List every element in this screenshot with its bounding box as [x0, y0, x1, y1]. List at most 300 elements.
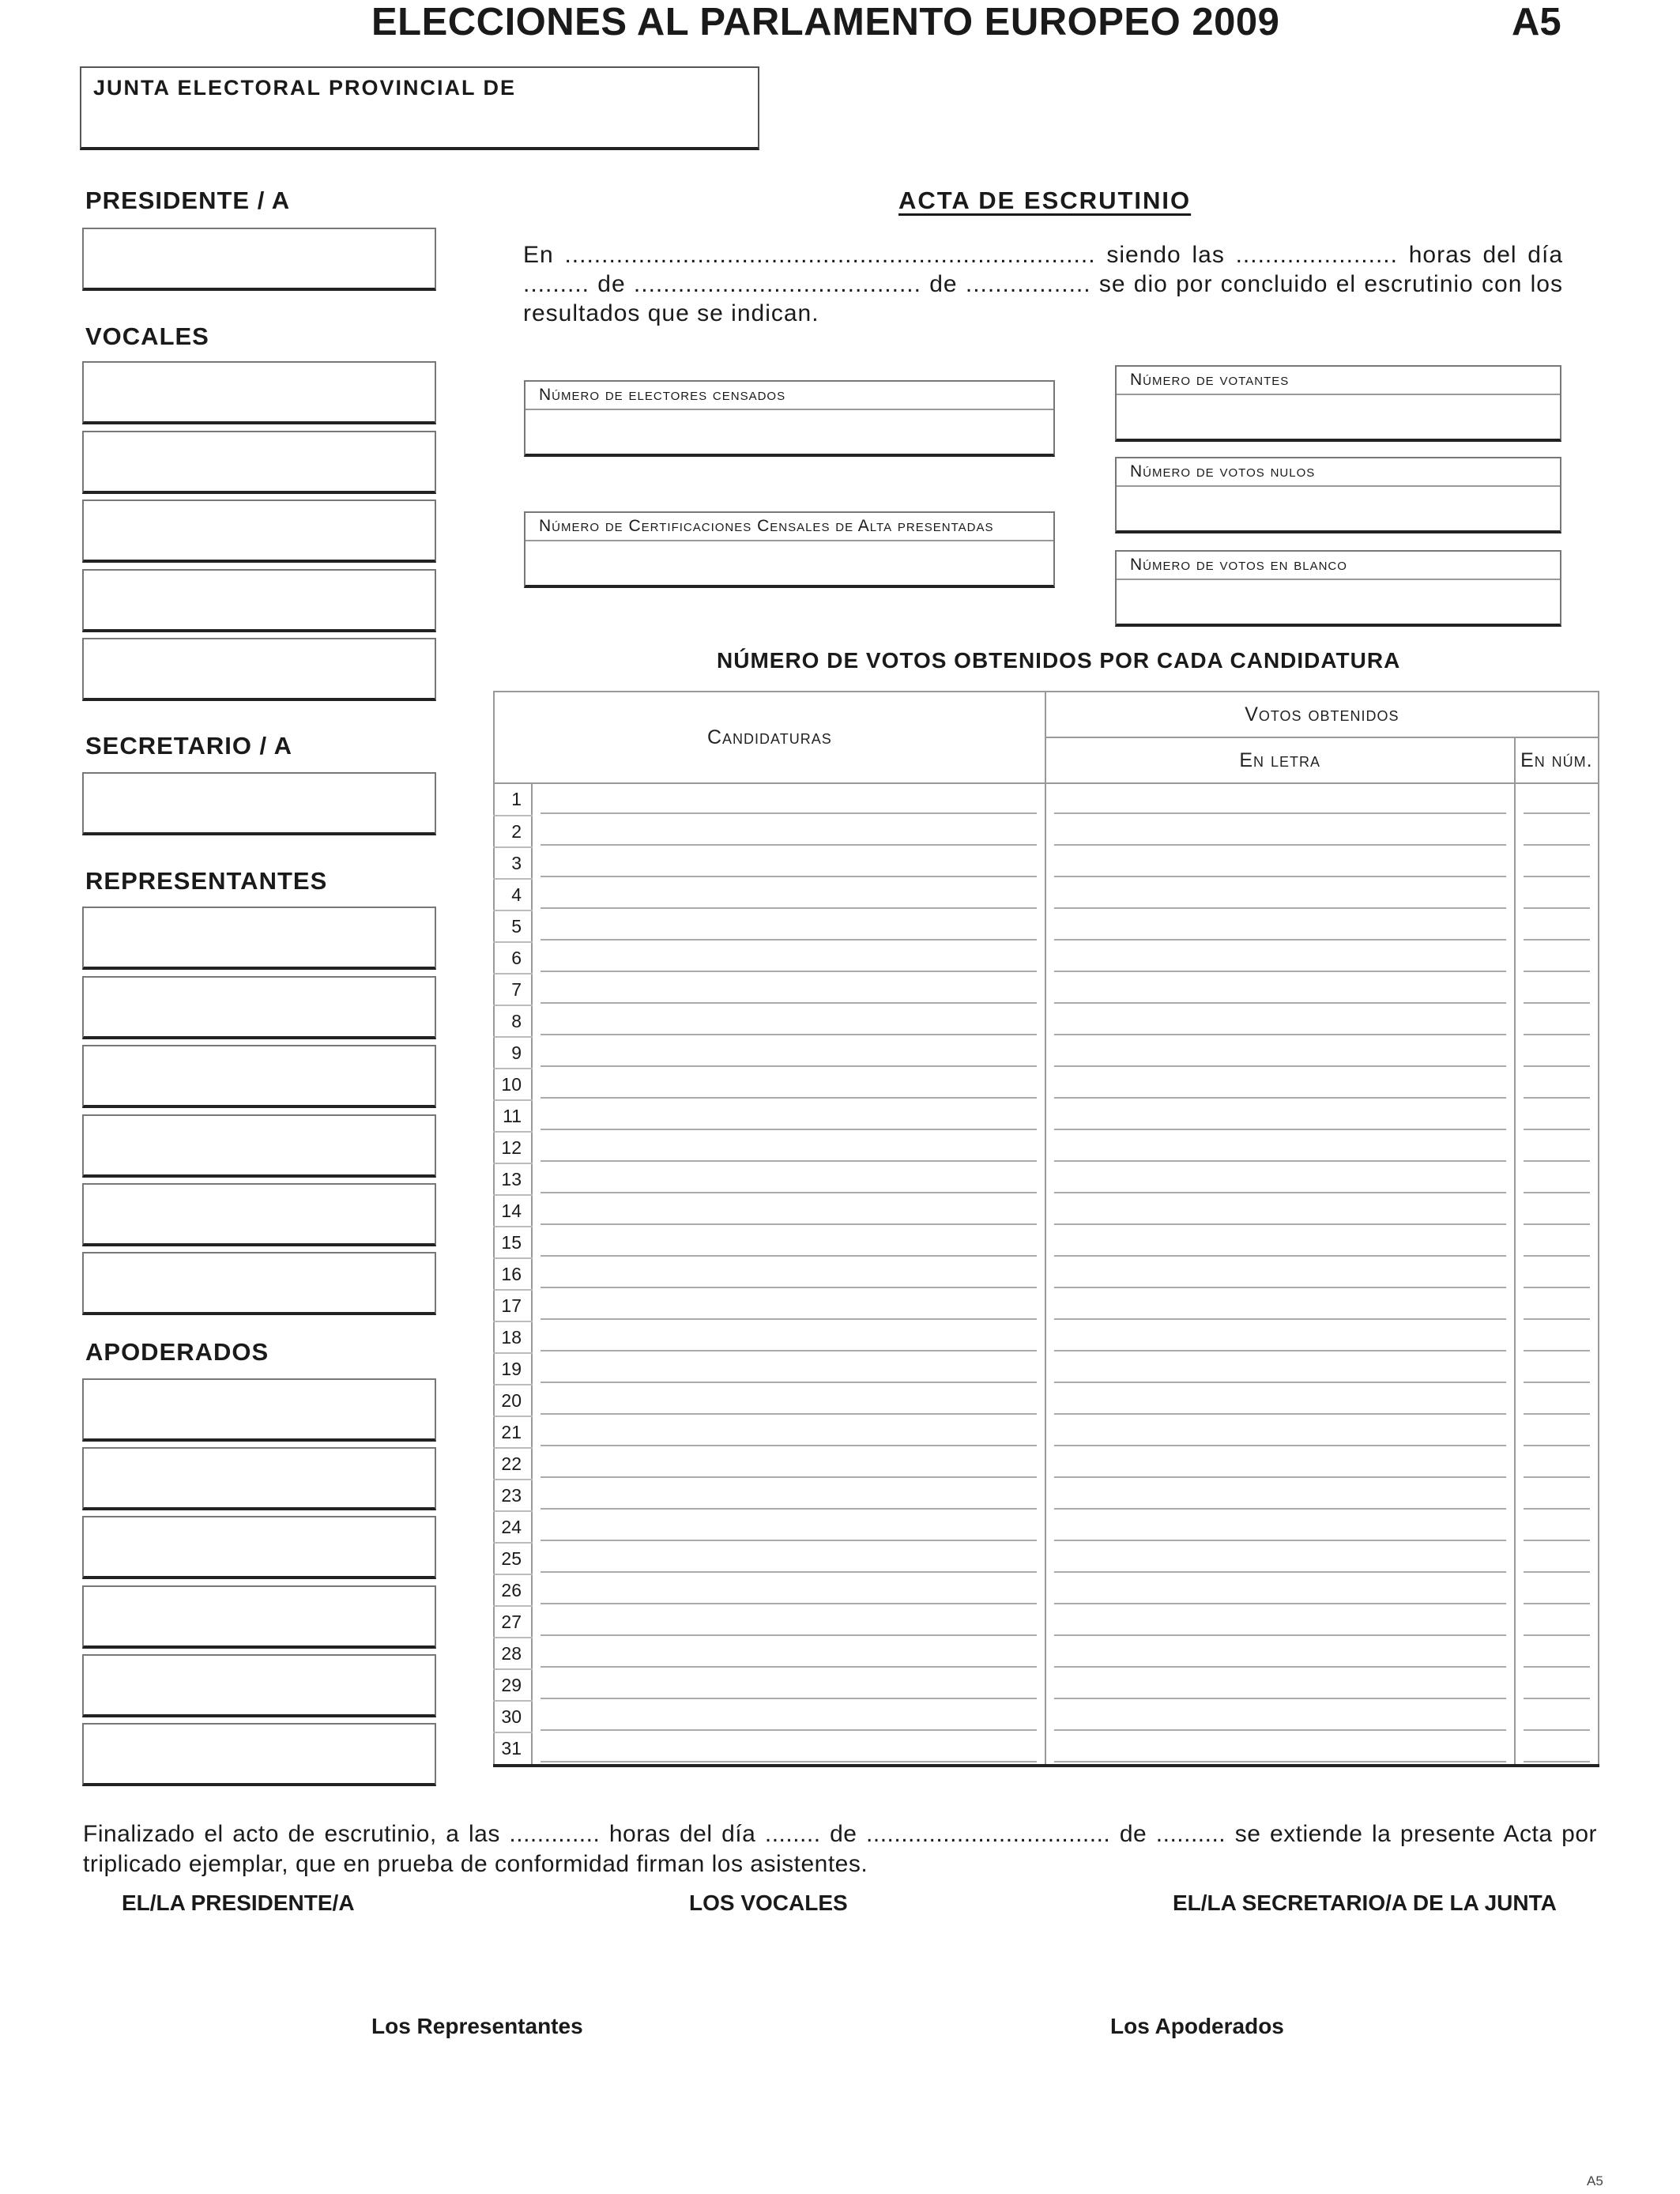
acta-title: ACTA DE ESCRUTINIO: [898, 187, 1192, 214]
table-row: [494, 974, 1599, 1005]
candidatura-cell[interactable]: [532, 910, 1045, 942]
writing-line: [1054, 1255, 1506, 1257]
candidatura-cell[interactable]: [532, 847, 1045, 879]
row-number: 23: [494, 1480, 532, 1511]
representante-field-4[interactable]: [82, 1114, 436, 1178]
writing-line: [541, 1382, 1037, 1383]
writing-line: [541, 1603, 1037, 1604]
table-row: [494, 1448, 1599, 1480]
en-num-cell[interactable]: [1515, 1100, 1599, 1132]
table-row: [494, 910, 1599, 942]
row-number: 29: [494, 1669, 532, 1701]
writing-line: [541, 1540, 1037, 1541]
table-row: [494, 942, 1599, 974]
writing-line: [541, 1034, 1037, 1035]
votantes-field[interactable]: [1115, 365, 1561, 442]
candidatura-cell[interactable]: [532, 816, 1045, 847]
writing-line: [1524, 1287, 1590, 1288]
row-number: 2: [494, 816, 532, 847]
row-number: 7: [494, 974, 532, 1005]
writing-line: [541, 1065, 1037, 1067]
row-number: 6: [494, 942, 532, 974]
en-letra-cell[interactable]: [1045, 1511, 1515, 1543]
writing-line: [1054, 1034, 1506, 1035]
table-row: [494, 1416, 1599, 1448]
writing-line: [1054, 1129, 1506, 1130]
candidatura-cell[interactable]: [532, 1353, 1045, 1385]
table-row: [494, 816, 1599, 847]
en-num-cell[interactable]: [1515, 1416, 1599, 1448]
vocal-field-1[interactable]: [82, 361, 436, 424]
writing-line: [1524, 907, 1590, 909]
en-num-cell[interactable]: [1515, 910, 1599, 942]
table-row: [494, 1163, 1599, 1195]
writing-line: [541, 1350, 1037, 1351]
closing-text: Finalizado el acto de escrutinio, a las ............. horas del día ........ de ................................... de .......... se extiende la presente Acta por triplicado ejemplar, que en prueba de conformidad firman los asistentes.: [83, 1821, 1597, 1877]
candidatura-cell[interactable]: [532, 1163, 1045, 1195]
votos-blanco-field[interactable]: [1115, 550, 1561, 627]
en-num-cell[interactable]: [1515, 1353, 1599, 1385]
row-number: 15: [494, 1227, 532, 1258]
writing-line: [541, 1223, 1037, 1225]
en-num-cell[interactable]: [1515, 816, 1599, 847]
writing-line: [1524, 1255, 1590, 1257]
candidatura-cell[interactable]: [532, 942, 1045, 974]
writing-line: [1524, 1603, 1590, 1604]
en-letra-cell[interactable]: [1045, 1638, 1515, 1669]
writing-line: [541, 1729, 1037, 1731]
candidatura-cell[interactable]: [532, 1543, 1045, 1574]
candidatura-cell[interactable]: [532, 1606, 1045, 1638]
row-number: 31: [494, 1732, 532, 1766]
en-letra-cell[interactable]: [1045, 1069, 1515, 1100]
row-number: 10: [494, 1069, 532, 1100]
writing-line: [541, 1160, 1037, 1162]
writing-line: [541, 1508, 1037, 1510]
writing-line: [1054, 1065, 1506, 1067]
en-letra-cell[interactable]: [1045, 974, 1515, 1005]
candidatura-cell[interactable]: [532, 1448, 1045, 1480]
writing-line: [1524, 1540, 1590, 1541]
writing-line: [1054, 907, 1506, 909]
writing-line: [1524, 1413, 1590, 1415]
en-num-cell[interactable]: [1515, 1258, 1599, 1290]
writing-line: [1524, 1634, 1590, 1636]
votes-table-heading: NÚMERO DE VOTOS OBTENIDOS POR CADA CANDIDATURA: [717, 648, 1401, 673]
writing-line: [1054, 1476, 1506, 1478]
candidatura-cell[interactable]: [532, 1037, 1045, 1069]
writing-line: [1524, 1508, 1590, 1510]
table-row: [494, 1480, 1599, 1511]
candidatura-cell[interactable]: [532, 1701, 1045, 1732]
en-letra-cell[interactable]: [1045, 1701, 1515, 1732]
en-num-cell[interactable]: [1515, 1227, 1599, 1258]
vocales-label: VOCALES: [85, 322, 209, 350]
writing-line: [1524, 1666, 1590, 1668]
vocal-field-3[interactable]: [82, 499, 436, 563]
candidatura-cell[interactable]: [532, 1416, 1045, 1448]
vocal-field-5[interactable]: [82, 638, 436, 701]
secretario-field[interactable]: [82, 772, 436, 835]
writing-line: [1054, 1382, 1506, 1383]
apoderado-field-3[interactable]: [82, 1516, 436, 1579]
row-number: 20: [494, 1385, 532, 1416]
candidatura-cell[interactable]: [532, 783, 1045, 816]
en-letra-cell[interactable]: [1045, 1037, 1515, 1069]
writing-line: [541, 1571, 1037, 1573]
en-letra-cell[interactable]: [1045, 816, 1515, 847]
en-num-cell[interactable]: [1515, 1574, 1599, 1606]
en-num-cell[interactable]: [1515, 1732, 1599, 1766]
secretario-label: SECRETARIO / A: [85, 732, 293, 760]
votos-nulos-label: Número de votos nulos: [1117, 458, 1560, 487]
en-letra-cell[interactable]: [1045, 1574, 1515, 1606]
candidatura-cell[interactable]: [532, 1638, 1045, 1669]
certificaciones-label: Número de Certificaciones Censales de Alta presentadas: [525, 513, 1053, 541]
en-num-cell[interactable]: [1515, 1005, 1599, 1037]
writing-line: [1524, 939, 1590, 941]
table-row: [494, 1227, 1599, 1258]
writing-line: [1054, 1192, 1506, 1193]
candidatura-cell[interactable]: [532, 1227, 1045, 1258]
candidatura-cell[interactable]: [532, 1321, 1045, 1353]
table-row: [494, 1195, 1599, 1227]
representante-field-3[interactable]: [82, 1045, 436, 1108]
col-candidaturas: Candidaturas: [494, 692, 1045, 783]
en-letra-cell[interactable]: [1045, 1290, 1515, 1321]
votes-table: [493, 691, 1599, 1767]
writing-line: [541, 1318, 1037, 1320]
acta-text: En ........................................................................ siendo las ...................... horas del día ......... de ....................................... de ................. se dio por concluido el escrutinio con los resultados que se indican.: [523, 242, 1563, 326]
col-votos-obtenidos: Votos obtenidos: [1045, 692, 1599, 737]
table-row: [494, 1701, 1599, 1732]
candidatura-cell[interactable]: [532, 1005, 1045, 1037]
row-number: 13: [494, 1163, 532, 1195]
candidatura-cell[interactable]: [532, 1100, 1045, 1132]
en-letra-cell[interactable]: [1045, 942, 1515, 974]
writing-line: [1054, 1318, 1506, 1320]
table-row: [494, 783, 1599, 816]
en-letra-cell[interactable]: [1045, 1227, 1515, 1258]
votantes-label: Número de votantes: [1117, 367, 1560, 395]
en-num-cell[interactable]: [1515, 1480, 1599, 1511]
row-number: 18: [494, 1321, 532, 1353]
row-number: 25: [494, 1543, 532, 1574]
en-num-cell[interactable]: [1515, 1321, 1599, 1353]
vocal-field-4[interactable]: [82, 569, 436, 632]
row-number: 11: [494, 1100, 532, 1132]
writing-line: [1054, 1160, 1506, 1162]
en-num-cell[interactable]: [1515, 1638, 1599, 1669]
writing-line: [1054, 1571, 1506, 1573]
row-number: 28: [494, 1638, 532, 1669]
writing-line: [541, 812, 1037, 814]
en-num-cell[interactable]: [1515, 1195, 1599, 1227]
candidatura-cell[interactable]: [532, 879, 1045, 910]
en-num-cell[interactable]: [1515, 1606, 1599, 1638]
apoderado-field-6[interactable]: [82, 1723, 436, 1786]
writing-line: [1524, 1761, 1590, 1762]
writing-line: [1054, 1445, 1506, 1446]
sign-representantes-label: Los Representantes: [371, 2014, 583, 2038]
writing-line: [541, 1097, 1037, 1099]
en-letra-cell[interactable]: [1045, 847, 1515, 879]
writing-line: [1524, 1065, 1590, 1067]
en-letra-cell[interactable]: [1045, 1606, 1515, 1638]
en-letra-cell[interactable]: [1045, 1416, 1515, 1448]
en-letra-cell[interactable]: [1045, 1005, 1515, 1037]
writing-line: [1054, 1508, 1506, 1510]
row-number: 26: [494, 1574, 532, 1606]
writing-line: [1054, 939, 1506, 941]
table-row: [494, 1385, 1599, 1416]
writing-line: [1054, 1634, 1506, 1636]
writing-line: [1524, 1445, 1590, 1446]
en-letra-cell[interactable]: [1045, 1321, 1515, 1353]
representante-field-6[interactable]: [82, 1252, 436, 1315]
en-num-cell[interactable]: [1515, 1701, 1599, 1732]
representante-field-5[interactable]: [82, 1183, 436, 1246]
writing-line: [541, 876, 1037, 877]
votos-nulos-field[interactable]: [1115, 457, 1561, 533]
en-num-cell[interactable]: [1515, 1132, 1599, 1163]
writing-line: [1524, 1223, 1590, 1225]
row-number: 4: [494, 879, 532, 910]
row-number: 3: [494, 847, 532, 879]
writing-line: [541, 1476, 1037, 1478]
writing-line: [541, 1634, 1037, 1636]
en-num-cell[interactable]: [1515, 879, 1599, 910]
writing-line: [1524, 1729, 1590, 1731]
en-num-cell[interactable]: [1515, 783, 1599, 816]
en-letra-cell[interactable]: [1045, 1732, 1515, 1766]
row-number: 8: [494, 1005, 532, 1037]
candidatura-cell[interactable]: [532, 1480, 1045, 1511]
writing-line: [541, 1666, 1037, 1668]
writing-line: [1524, 1097, 1590, 1099]
writing-line: [541, 1761, 1037, 1762]
writing-line: [1054, 1223, 1506, 1225]
sign-apoderados-label: Los Apoderados: [1110, 2014, 1284, 2038]
table-row: [494, 1005, 1599, 1037]
writing-line: [1524, 1318, 1590, 1320]
row-number: 24: [494, 1511, 532, 1543]
writing-line: [1524, 971, 1590, 972]
writing-line: [1054, 1666, 1506, 1668]
writing-line: [1054, 1287, 1506, 1288]
en-letra-cell[interactable]: [1045, 1163, 1515, 1195]
row-number: 12: [494, 1132, 532, 1163]
en-num-cell[interactable]: [1515, 1511, 1599, 1543]
writing-line: [1524, 1476, 1590, 1478]
junta-electoral-label: JUNTA ELECTORAL PROVINCIAL DE: [93, 76, 517, 100]
candidatura-cell[interactable]: [532, 1574, 1045, 1606]
presidente-label: PRESIDENTE / A: [85, 187, 291, 214]
en-letra-cell[interactable]: [1045, 879, 1515, 910]
writing-line: [1524, 1698, 1590, 1699]
table-row: [494, 1290, 1599, 1321]
writing-line: [1054, 812, 1506, 814]
col-en-num: En núm.: [1515, 737, 1599, 783]
writing-line: [1524, 812, 1590, 814]
row-number: 22: [494, 1448, 532, 1480]
writing-line: [1054, 1413, 1506, 1415]
table-row: [494, 1574, 1599, 1606]
en-letra-cell[interactable]: [1045, 1258, 1515, 1290]
table-row: [494, 1606, 1599, 1638]
candidatura-cell[interactable]: [532, 1290, 1045, 1321]
en-num-cell[interactable]: [1515, 1543, 1599, 1574]
candidatura-cell[interactable]: [532, 1195, 1045, 1227]
table-row: [494, 1543, 1599, 1574]
row-number: 19: [494, 1353, 532, 1385]
table-row: [494, 1511, 1599, 1543]
en-letra-cell[interactable]: [1045, 783, 1515, 816]
writing-line: [1524, 1160, 1590, 1162]
vocal-field-2[interactable]: [82, 431, 436, 494]
en-num-cell[interactable]: [1515, 1385, 1599, 1416]
writing-line: [1054, 971, 1506, 972]
row-number: 30: [494, 1701, 532, 1732]
table-row: [494, 1258, 1599, 1290]
writing-line: [541, 1129, 1037, 1130]
candidatura-cell[interactable]: [532, 1132, 1045, 1163]
certificaciones-field[interactable]: [524, 511, 1055, 588]
footer-code: A5: [1587, 2173, 1603, 2188]
candidatura-cell[interactable]: [532, 1385, 1045, 1416]
writing-line: [541, 1287, 1037, 1288]
writing-line: [1054, 1729, 1506, 1731]
en-num-cell[interactable]: [1515, 1163, 1599, 1195]
en-num-cell[interactable]: [1515, 1290, 1599, 1321]
apoderado-field-1[interactable]: [82, 1378, 436, 1442]
en-num-cell[interactable]: [1515, 847, 1599, 879]
representante-field-1[interactable]: [82, 907, 436, 970]
writing-line: [541, 1192, 1037, 1193]
table-row: [494, 1321, 1599, 1353]
writing-line: [1054, 1540, 1506, 1541]
writing-line: [541, 907, 1037, 909]
table-row: [494, 1353, 1599, 1385]
writing-line: [541, 1255, 1037, 1257]
en-letra-cell[interactable]: [1045, 1543, 1515, 1574]
candidatura-cell[interactable]: [532, 1511, 1045, 1543]
presidente-field[interactable]: [82, 228, 436, 291]
row-number: 5: [494, 910, 532, 942]
en-num-cell[interactable]: [1515, 1448, 1599, 1480]
en-letra-cell[interactable]: [1045, 1132, 1515, 1163]
en-letra-cell[interactable]: [1045, 910, 1515, 942]
row-number: 16: [494, 1258, 532, 1290]
col-en-letra: En letra: [1045, 737, 1515, 783]
en-num-cell[interactable]: [1515, 1037, 1599, 1069]
en-letra-cell[interactable]: [1045, 1448, 1515, 1480]
writing-line: [1054, 1097, 1506, 1099]
form-code: A5: [1512, 1, 1561, 43]
writing-line: [1524, 876, 1590, 877]
en-letra-cell[interactable]: [1045, 1353, 1515, 1385]
candidatura-cell[interactable]: [532, 1669, 1045, 1701]
writing-line: [541, 1698, 1037, 1699]
electores-censados-field[interactable]: [524, 380, 1055, 457]
writing-line: [1524, 844, 1590, 846]
apoderado-field-5[interactable]: [82, 1654, 436, 1717]
table-row: [494, 1638, 1599, 1669]
writing-line: [541, 971, 1037, 972]
candidatura-cell[interactable]: [532, 974, 1045, 1005]
table-row: [494, 1100, 1599, 1132]
writing-line: [1524, 1129, 1590, 1130]
table-row: [494, 1069, 1599, 1100]
writing-line: [541, 844, 1037, 846]
representante-field-2[interactable]: [82, 976, 436, 1039]
table-row: [494, 1669, 1599, 1701]
apoderados-label: APODERADOS: [85, 1338, 269, 1366]
en-num-cell[interactable]: [1515, 974, 1599, 1005]
row-number: 14: [494, 1195, 532, 1227]
writing-line: [1524, 1571, 1590, 1573]
en-letra-cell[interactable]: [1045, 1195, 1515, 1227]
writing-line: [1524, 1350, 1590, 1351]
table-row: [494, 1732, 1599, 1766]
writing-line: [1054, 844, 1506, 846]
electores-censados-label: Número de electores censados: [525, 382, 1053, 410]
en-num-cell[interactable]: [1515, 1069, 1599, 1100]
en-letra-cell[interactable]: [1045, 1669, 1515, 1701]
junta-electoral-field[interactable]: [80, 66, 759, 150]
writing-line: [541, 1002, 1037, 1004]
writing-line: [1524, 1034, 1590, 1035]
row-number: 9: [494, 1037, 532, 1069]
en-num-cell[interactable]: [1515, 1669, 1599, 1701]
row-number: 1: [494, 783, 532, 816]
writing-line: [1524, 1192, 1590, 1193]
candidatura-cell[interactable]: [532, 1069, 1045, 1100]
en-letra-cell[interactable]: [1045, 1100, 1515, 1132]
writing-line: [1054, 1698, 1506, 1699]
sign-vocales-label: LOS VOCALES: [689, 1891, 848, 1915]
table-row: [494, 1132, 1599, 1163]
writing-line: [541, 1445, 1037, 1446]
candidatura-cell[interactable]: [532, 1732, 1045, 1766]
document-title: ELECCIONES AL PARLAMENTO EUROPEO 2009: [371, 1, 1280, 43]
writing-line: [541, 939, 1037, 941]
en-num-cell[interactable]: [1515, 942, 1599, 974]
candidatura-cell[interactable]: [532, 1258, 1045, 1290]
sign-secretario-label: EL/LA SECRETARIO/A DE LA JUNTA: [1173, 1891, 1557, 1915]
table-row: [494, 847, 1599, 879]
apoderado-field-4[interactable]: [82, 1585, 436, 1649]
writing-line: [1054, 1761, 1506, 1762]
writing-line: [1524, 1382, 1590, 1383]
row-number: 17: [494, 1290, 532, 1321]
writing-line: [1054, 1002, 1506, 1004]
row-number: 21: [494, 1416, 532, 1448]
writing-line: [541, 1413, 1037, 1415]
sign-presidente-label: EL/LA PRESIDENTE/A: [122, 1891, 355, 1915]
en-letra-cell[interactable]: [1045, 1480, 1515, 1511]
table-row: [494, 879, 1599, 910]
writing-line: [1524, 1002, 1590, 1004]
votos-blanco-label: Número de votos en blanco: [1117, 552, 1560, 580]
apoderado-field-2[interactable]: [82, 1447, 436, 1510]
row-number: 27: [494, 1606, 532, 1638]
representantes-label: REPRESENTANTES: [85, 867, 328, 895]
table-row: [494, 1037, 1599, 1069]
writing-line: [1054, 876, 1506, 877]
writing-line: [1054, 1603, 1506, 1604]
en-letra-cell[interactable]: [1045, 1385, 1515, 1416]
